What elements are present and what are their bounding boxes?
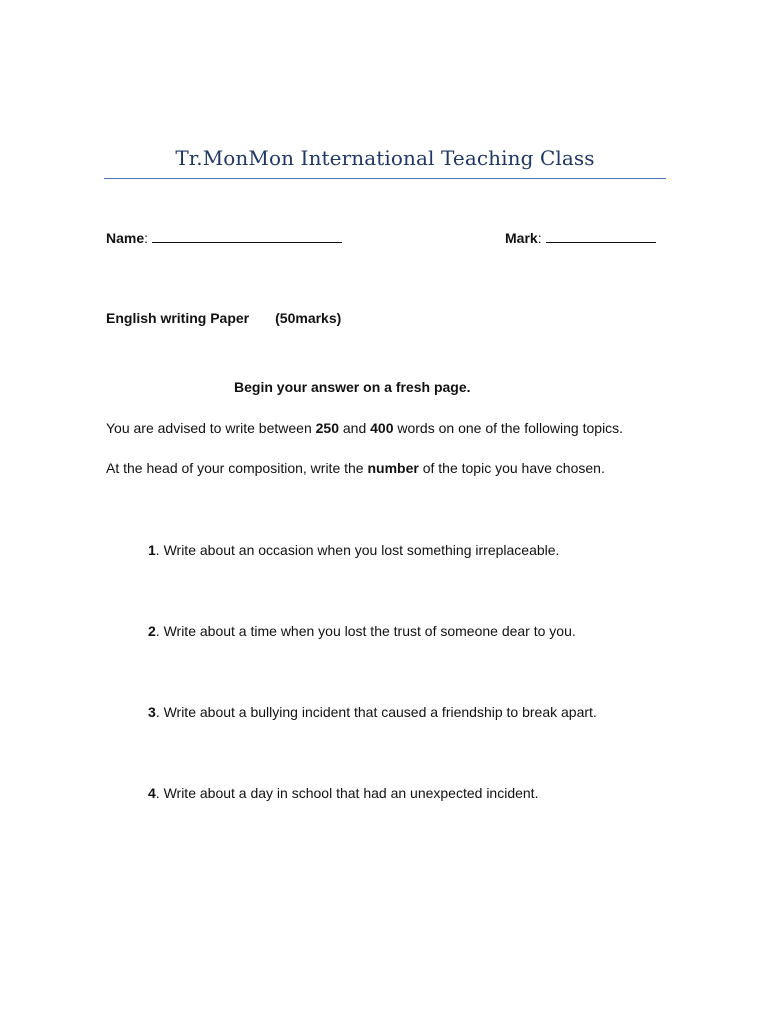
topic-item: [148, 785, 538, 801]
name-separator: :: [144, 230, 149, 246]
max-word-count: 400: [370, 420, 394, 436]
word-count-instruction: [106, 420, 623, 436]
begin-instruction: Begin your answer on a fresh page.: [234, 379, 471, 395]
mark-label: Mark: [505, 230, 538, 246]
topic-item: [148, 542, 559, 558]
page-title: Tr.MonMon International Teaching Class: [175, 146, 595, 170]
topic-item: [148, 704, 597, 720]
topic-number: 3: [148, 704, 156, 720]
topic-number-instruction: [106, 460, 605, 476]
head-text-pre: At the head of your composition, write the: [106, 460, 364, 476]
paper-marks: (50marks): [275, 310, 342, 326]
topic-text: . Write about a day in school that had an unexpected incident.: [155, 785, 539, 801]
advise-text-post: words on one of the following topics.: [397, 420, 624, 436]
advise-text-pre: You are advised to write between: [106, 420, 312, 436]
name-field: [106, 228, 342, 246]
paper-title: English writing Paper: [106, 310, 250, 326]
head-text-post: of the topic you have chosen.: [422, 460, 605, 476]
topic-text: . Write about a bullying incident that caused a friendship to break apart.: [155, 704, 597, 720]
mark-blank-line: [546, 228, 656, 243]
topic-number: 4: [148, 785, 156, 801]
topic-number: 2: [148, 623, 156, 639]
topic-number: 1: [148, 542, 156, 558]
title-divider: [104, 178, 666, 179]
topic-text: . Write about an occasion when you lost something irreplaceable.: [155, 542, 560, 558]
paper-heading: [106, 310, 341, 326]
min-word-count: 250: [315, 420, 339, 436]
topic-item: [148, 623, 576, 639]
topic-text: . Write about a time when you lost the trust of someone dear to you.: [155, 623, 576, 639]
head-text-bold: number: [367, 460, 419, 476]
advise-and: and: [342, 420, 367, 436]
name-label: Name: [106, 230, 145, 246]
name-blank-line: [152, 228, 342, 243]
mark-separator: :: [537, 230, 542, 246]
mark-field: [505, 228, 656, 246]
